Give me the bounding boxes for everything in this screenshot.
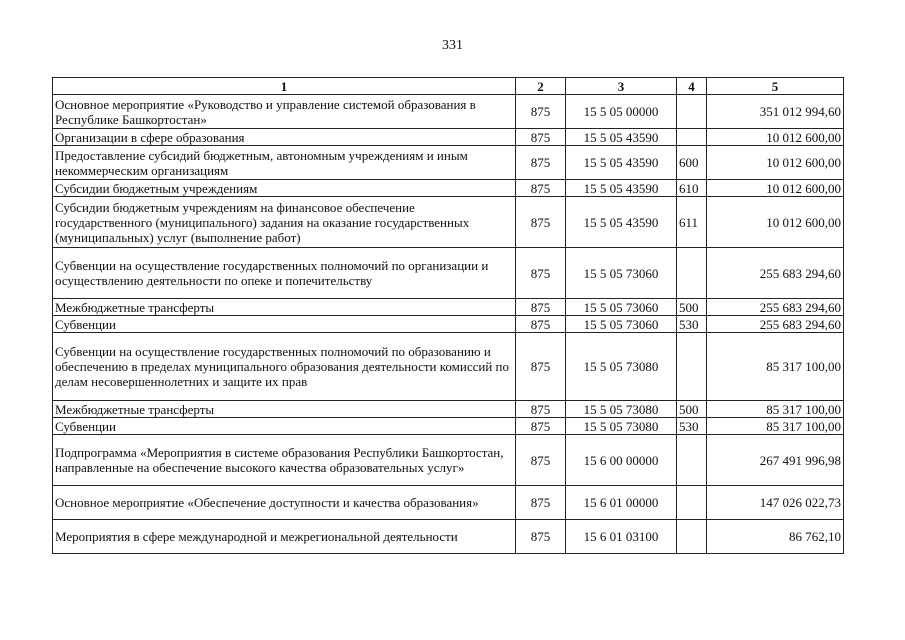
row-name: Субвенции на осуществление государственных полномочий по образованию и обеспечению в пределах муниципального образования деятельности комиссий по делам несовершеннолетних и защите их прав [53,333,516,401]
row-admin-code: 875 [516,520,566,554]
row-sum: 267 491 996,98 [707,435,844,486]
row-target-code: 15 5 05 43590 [566,197,677,248]
row-name: Основное мероприятие «Руководство и управление системой образования в Республике Башкортостан» [53,95,516,129]
row-name: Межбюджетные трансферты [53,401,516,418]
table-row [53,129,844,146]
row-target-code: 15 5 05 43590 [566,146,677,180]
row-expense-type: 500 [677,299,707,316]
table-row [53,520,844,554]
row-admin-code: 875 [516,486,566,520]
row-target-code: 15 5 05 73060 [566,248,677,299]
row-expense-type [677,435,707,486]
column-header-code: 3 [566,78,677,95]
row-target-code: 15 5 05 43590 [566,180,677,197]
row-admin-code: 875 [516,418,566,435]
row-admin-code: 875 [516,248,566,299]
row-name: Предоставление субсидий бюджетным, автономным учреждениям и иным некоммерческим организациям [53,146,516,180]
column-header-vr: 4 [677,78,707,95]
row-expense-type: 600 [677,146,707,180]
row-expense-type [677,520,707,554]
row-target-code: 15 6 01 03100 [566,520,677,554]
table-row [53,299,844,316]
row-sum: 85 317 100,00 [707,418,844,435]
row-expense-type: 610 [677,180,707,197]
row-name: Субвенции [53,418,516,435]
row-admin-code: 875 [516,435,566,486]
row-admin-code: 875 [516,95,566,129]
row-sum: 255 683 294,60 [707,316,844,333]
row-sum: 10 012 600,00 [707,146,844,180]
column-header-sum: 5 [707,78,844,95]
row-expense-type [677,486,707,520]
row-expense-type [677,248,707,299]
row-target-code: 15 5 05 73080 [566,333,677,401]
row-expense-type: 530 [677,418,707,435]
row-target-code: 15 5 05 43590 [566,129,677,146]
row-target-code: 15 5 05 73060 [566,299,677,316]
table-row [53,401,844,418]
table-row [53,333,844,401]
row-sum: 10 012 600,00 [707,197,844,248]
table-row [53,435,844,486]
table-row [53,248,844,299]
table-header-row [53,78,844,95]
row-name: Мероприятия в сфере международной и межрегиональной деятельности [53,520,516,554]
table-row [53,486,844,520]
row-expense-type: 500 [677,401,707,418]
row-admin-code: 875 [516,146,566,180]
row-sum: 10 012 600,00 [707,180,844,197]
column-header-name: 1 [53,78,516,95]
row-admin-code: 875 [516,299,566,316]
row-expense-type [677,129,707,146]
table-row [53,316,844,333]
row-target-code: 15 5 05 00000 [566,95,677,129]
budget-table [52,77,844,554]
table-row [53,197,844,248]
column-header-admin: 2 [516,78,566,95]
row-admin-code: 875 [516,180,566,197]
row-target-code: 15 5 05 73080 [566,418,677,435]
row-sum: 255 683 294,60 [707,299,844,316]
table-row [53,418,844,435]
row-admin-code: 875 [516,129,566,146]
row-expense-type: 530 [677,316,707,333]
table-row [53,146,844,180]
row-name: Организации в сфере образования [53,129,516,146]
row-sum: 255 683 294,60 [707,248,844,299]
row-name: Подпрограмма «Мероприятия в системе образования Республики Башкортостан, направленные на обеспечение высокого качества образовательных услуг» [53,435,516,486]
row-sum: 85 317 100,00 [707,333,844,401]
row-target-code: 15 6 00 00000 [566,435,677,486]
table-row [53,180,844,197]
row-name: Межбюджетные трансферты [53,299,516,316]
row-sum: 10 012 600,00 [707,129,844,146]
row-name: Субвенции на осуществление государственных полномочий по организации и осуществлению деятельности по опеке и попечительству [53,248,516,299]
row-name: Основное мероприятие «Обеспечение доступности и качества образования» [53,486,516,520]
row-sum: 86 762,10 [707,520,844,554]
row-target-code: 15 5 05 73080 [566,401,677,418]
row-admin-code: 875 [516,333,566,401]
row-sum: 351 012 994,60 [707,95,844,129]
table-body [53,95,844,554]
row-admin-code: 875 [516,197,566,248]
table-row [53,95,844,129]
row-admin-code: 875 [516,316,566,333]
row-sum: 147 026 022,73 [707,486,844,520]
row-admin-code: 875 [516,401,566,418]
row-name: Субсидии бюджетным учреждениям на финансовое обеспечение государственного (муниципального) задания на оказание государственных (муниципальных) услуг (выполнение работ) [53,197,516,248]
row-target-code: 15 5 05 73060 [566,316,677,333]
row-target-code: 15 6 01 00000 [566,486,677,520]
row-expense-type: 611 [677,197,707,248]
row-expense-type [677,95,707,129]
page-number: 331 [442,38,463,53]
row-expense-type [677,333,707,401]
row-sum: 85 317 100,00 [707,401,844,418]
row-name: Субсидии бюджетным учреждениям [53,180,516,197]
row-name: Субвенции [53,316,516,333]
